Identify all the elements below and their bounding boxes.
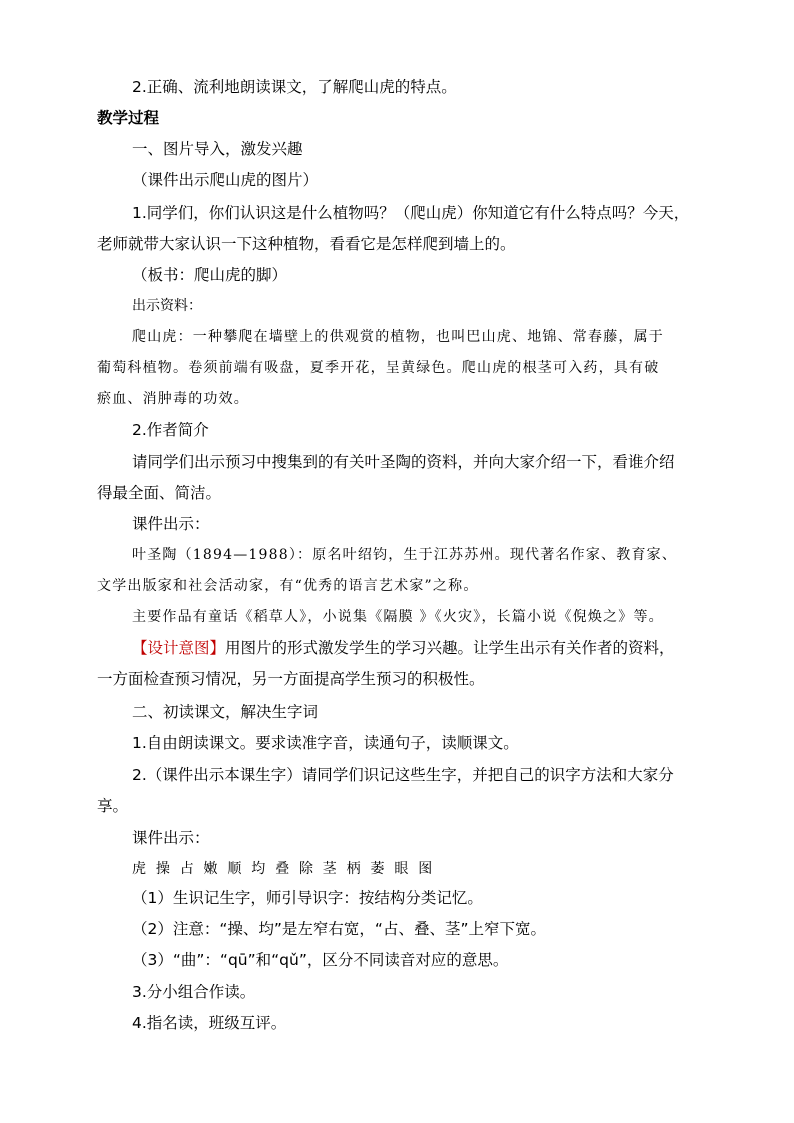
design-intent-line-1 xyxy=(132,638,675,658)
step-3: 3.分小组合作读。 xyxy=(132,983,256,1001)
step-4: 4.指名读，班级互评。 xyxy=(132,1014,287,1032)
material-line-3: 瘀血、消肿毒的功效。 xyxy=(97,391,249,407)
step-2-line-2: 享。 xyxy=(97,797,129,815)
step-2-line-1: 2.（课件出示本课生字）请同学们识记这些生字，并把自己的识字方法和大家分 xyxy=(132,766,674,784)
design-intent-text: 用图片的形式激发学生的学习兴趣。让学生出示有关作者的资料， xyxy=(225,639,675,657)
works-line: 主要作品有童话《稻草人》，小说集《隔膜 》《火灾》，长篇小说《倪焕之》等。 xyxy=(132,609,664,625)
courseware-show-label: 课件出示： xyxy=(132,515,210,533)
sub-step-2: （2）注意：“操、均”是左窄右宽，“占、叠、茎”上窄下宽。 xyxy=(132,920,546,938)
author-intro-title: 2.作者简介 xyxy=(132,421,209,439)
question-1-line-1: 1.同学们，你们认识这是什么植物吗？（爬山虎）你知道它有什么特点吗？今天， xyxy=(132,204,690,222)
courseware-show-label-2: 课件出示： xyxy=(132,829,210,847)
author-intro-line-2: 得最全面、简洁。 xyxy=(97,484,222,502)
new-characters: 虎 操 占 嫩 顺 均 叠 除 茎 柄 萎 眼 图 xyxy=(132,861,434,877)
design-intent-line-2: 一方面检查预习情况，另一方面提高学生预习的积极性。 xyxy=(97,670,485,688)
material-line-2: 葡萄科植物。卷须前端有吸盘，夏季开花，呈黄绿色。爬山虎的根茎可入药，具有破 xyxy=(97,360,660,376)
section2-title: 二、初读课文，解决生字词 xyxy=(132,703,319,721)
material-line-1: 爬山虎：一种攀爬在墙壁上的供观赏的植物，也叫巴山虎、地锦、常春藤，属于 xyxy=(132,329,664,345)
sub-step-3: （3）“曲”：“qū”和“qǔ”，区分不同读音对应的意思。 xyxy=(132,951,509,969)
process-heading: 教学过程 xyxy=(97,109,160,127)
board-note: （板书：爬山虎的脚） xyxy=(132,266,288,284)
author-intro-line-1: 请同学们出示预习中搜集到的有关叶圣陶的资料，并向大家介绍一下，看谁介绍 xyxy=(132,453,675,471)
section1-title: 一、图片导入，激发兴趣 xyxy=(132,140,303,158)
show-material-label: 出示资料： xyxy=(132,298,202,314)
courseware-note: （课件出示爬山虎的图片） xyxy=(132,171,319,189)
step-1: 1.自由朗读课文。要求读准字音，读通句子，读顺课文。 xyxy=(132,734,519,752)
question-1-line-2: 老师就带大家认识一下这种植物，看看它是怎样爬到墙上的。 xyxy=(97,235,516,253)
design-intent-tag: 【设计意图】 xyxy=(132,639,226,657)
ye-shengtao-line-2: 文学出版家和社会活动家，有“优秀的语言艺术家”之称。 xyxy=(97,578,479,594)
ye-shengtao-line-1: 叶圣陶（1894—1988）：原名叶绍钧，生于江苏苏州。现代著名作家、教育家、 xyxy=(132,547,678,563)
objective-2: 2.正确、流利地朗读课文，了解爬山虎的特点。 xyxy=(132,78,457,96)
sub-step-1: （1）生识记生字，师引导识字：按结构分类记忆。 xyxy=(132,889,483,907)
